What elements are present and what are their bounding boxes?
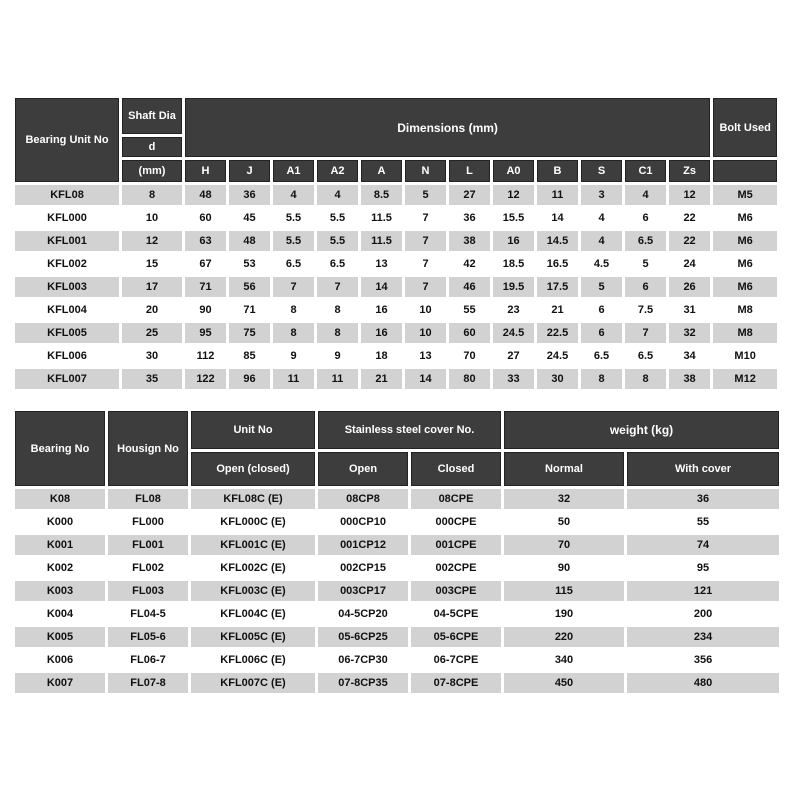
- table-cell: 13: [405, 346, 446, 366]
- table-cell: 17.5: [537, 277, 578, 297]
- table-cell: 75: [229, 323, 270, 343]
- header-d: d: [122, 137, 182, 157]
- table-cell: 11: [273, 369, 314, 389]
- table-cell: FL04-5: [108, 604, 188, 624]
- table-cell: 10: [405, 300, 446, 320]
- table-cell: 8: [625, 369, 666, 389]
- table-cell: M6: [713, 231, 777, 251]
- bearing-dimensions-rows: [15, 185, 777, 389]
- table-cell: 42: [449, 254, 490, 274]
- table-row: [15, 535, 779, 555]
- header-weight: weight (kg): [504, 411, 779, 449]
- table-cell: M6: [713, 277, 777, 297]
- table-cell: 08CP8: [318, 489, 408, 509]
- table-cell: 10: [122, 208, 182, 228]
- table-row: [15, 208, 777, 228]
- header-normal: Normal: [504, 452, 624, 486]
- table-cell: 96: [229, 369, 270, 389]
- table-cell: 95: [627, 558, 779, 578]
- table-cell: 22.5: [537, 323, 578, 343]
- table-cell: 70: [504, 535, 624, 555]
- table-cell: KFL006C (E): [191, 650, 315, 670]
- table-cell: 480: [627, 673, 779, 693]
- table-cell: 33: [493, 369, 534, 389]
- table-cell: KFL08: [15, 185, 119, 205]
- header-stainless-cover-no: Stainless steel cover No.: [318, 411, 501, 449]
- table-row: [15, 604, 779, 624]
- table-cell: 5.5: [273, 208, 314, 228]
- table-cell: 04-5CPE: [411, 604, 501, 624]
- table-cell: 25: [122, 323, 182, 343]
- table-cell: 7: [317, 277, 358, 297]
- table-cell: KFL003: [15, 277, 119, 297]
- table-cell: KFL007C (E): [191, 673, 315, 693]
- table-cell: K001: [15, 535, 105, 555]
- table-cell: 70: [449, 346, 490, 366]
- header-dim-a0: A0: [493, 160, 534, 182]
- table-row: [15, 512, 779, 532]
- table-cell: 7: [273, 277, 314, 297]
- table-cell: KFL001C (E): [191, 535, 315, 555]
- table-cell: KFL006: [15, 346, 119, 366]
- table-cell: K08: [15, 489, 105, 509]
- table-row: [15, 558, 779, 578]
- header-bolt-used: Bolt Used: [713, 98, 777, 157]
- table-cell: FL000: [108, 512, 188, 532]
- table-cell: M10: [713, 346, 777, 366]
- table-cell: 450: [504, 673, 624, 693]
- table-cell: 7.5: [625, 300, 666, 320]
- table-cell: 35: [122, 369, 182, 389]
- table-cell: 6.5: [625, 231, 666, 251]
- table-cell: 5: [625, 254, 666, 274]
- table-cell: M6: [713, 254, 777, 274]
- table-row: [15, 673, 779, 693]
- header-bearing-no: Bearing No: [15, 411, 105, 486]
- header-dim-zs: Zs: [669, 160, 710, 182]
- table-cell: 001CP12: [318, 535, 408, 555]
- header-dim-n: N: [405, 160, 446, 182]
- table-cell: 23: [493, 300, 534, 320]
- table-cell: 20: [122, 300, 182, 320]
- table-cell: 67: [185, 254, 226, 274]
- table-cell: 6: [625, 208, 666, 228]
- header-dim-a1: A1: [273, 160, 314, 182]
- table-cell: 53: [229, 254, 270, 274]
- table-cell: FL06-7: [108, 650, 188, 670]
- table-cell: K007: [15, 673, 105, 693]
- table-row: [15, 627, 779, 647]
- table-cell: 234: [627, 627, 779, 647]
- header-dimensions: Dimensions (mm): [185, 98, 710, 157]
- table-cell: 5.5: [317, 231, 358, 251]
- table-cell: 36: [449, 208, 490, 228]
- bearing-weight-rows: [15, 489, 779, 693]
- table-cell: 190: [504, 604, 624, 624]
- table-row: [15, 346, 777, 366]
- table-cell: 356: [627, 650, 779, 670]
- table-cell: 7: [625, 323, 666, 343]
- header-dim-a: A: [361, 160, 402, 182]
- table-row: [15, 581, 779, 601]
- header-open: Open: [318, 452, 408, 486]
- table-cell: 9: [273, 346, 314, 366]
- table-cell: 55: [627, 512, 779, 532]
- table-cell: 112: [185, 346, 226, 366]
- table-cell: 001CPE: [411, 535, 501, 555]
- table-row: [15, 323, 777, 343]
- table-cell: 15: [122, 254, 182, 274]
- table-cell: 14.5: [537, 231, 578, 251]
- table-cell: 8: [317, 323, 358, 343]
- table-cell: 85: [229, 346, 270, 366]
- table-cell: 8: [122, 185, 182, 205]
- table-cell: 17: [122, 277, 182, 297]
- table-cell: KFL08C (E): [191, 489, 315, 509]
- bearing-weight-table: [12, 408, 782, 696]
- table-cell: 90: [185, 300, 226, 320]
- table-cell: 30: [122, 346, 182, 366]
- table-cell: 4: [317, 185, 358, 205]
- header-bearing-unit-no: Bearing Unit No: [15, 98, 119, 182]
- table-cell: 04-5CP20: [318, 604, 408, 624]
- table-cell: M8: [713, 300, 777, 320]
- table-cell: 8: [317, 300, 358, 320]
- table-cell: FL08: [108, 489, 188, 509]
- table-cell: 16: [361, 323, 402, 343]
- header-dim-b: B: [537, 160, 578, 182]
- table-cell: KFL000: [15, 208, 119, 228]
- table-cell: 71: [185, 277, 226, 297]
- table-cell: 07-8CP35: [318, 673, 408, 693]
- table-cell: 30: [537, 369, 578, 389]
- table-cell: 7: [405, 277, 446, 297]
- table-cell: 7: [405, 254, 446, 274]
- table-cell: 12: [122, 231, 182, 251]
- table-cell: 60: [185, 208, 226, 228]
- table-cell: 18: [361, 346, 402, 366]
- table-cell: 38: [449, 231, 490, 251]
- table-cell: 4.5: [581, 254, 622, 274]
- table-cell: KFL007: [15, 369, 119, 389]
- table-row: [15, 489, 779, 509]
- table-row: [15, 185, 777, 205]
- table-row: [15, 369, 777, 389]
- header-with-cover: With cover: [627, 452, 779, 486]
- table-row: [15, 650, 779, 670]
- table-cell: 000CP10: [318, 512, 408, 532]
- table-cell: 36: [627, 489, 779, 509]
- table-row: [15, 254, 777, 274]
- header-closed: Closed: [411, 452, 501, 486]
- table-row: [15, 231, 777, 251]
- header-housign-no: Housign No: [108, 411, 188, 486]
- table-row: [15, 277, 777, 297]
- table-cell: 48: [229, 231, 270, 251]
- table-cell: 000CPE: [411, 512, 501, 532]
- table-cell: 50: [504, 512, 624, 532]
- table-cell: 90: [504, 558, 624, 578]
- table-cell: 7: [405, 231, 446, 251]
- table-cell: 12: [493, 185, 534, 205]
- table-cell: FL003: [108, 581, 188, 601]
- table-cell: KFL000C (E): [191, 512, 315, 532]
- header-unit-no: Unit No: [191, 411, 315, 449]
- table-cell: M8: [713, 323, 777, 343]
- table-cell: 6.5: [625, 346, 666, 366]
- table-cell: 31: [669, 300, 710, 320]
- table-cell: 46: [449, 277, 490, 297]
- table-cell: 10: [405, 323, 446, 343]
- table-cell: 14: [405, 369, 446, 389]
- table-cell: M5: [713, 185, 777, 205]
- table-cell: 8: [273, 323, 314, 343]
- table-cell: 16: [493, 231, 534, 251]
- table-cell: 7: [405, 208, 446, 228]
- table-cell: 14: [537, 208, 578, 228]
- table-cell: 12: [669, 185, 710, 205]
- table-cell: 32: [504, 489, 624, 509]
- table-cell: 56: [229, 277, 270, 297]
- table-cell: 36: [229, 185, 270, 205]
- header-bolt-empty-cell: [713, 160, 777, 182]
- table-cell: 24: [669, 254, 710, 274]
- table-cell: 27: [449, 185, 490, 205]
- table-cell: 48: [185, 185, 226, 205]
- table-cell: 22: [669, 208, 710, 228]
- table-cell: 05-6CPE: [411, 627, 501, 647]
- table-cell: 6: [581, 300, 622, 320]
- table-cell: FL05-6: [108, 627, 188, 647]
- table-cell: 16.5: [537, 254, 578, 274]
- table-cell: 60: [449, 323, 490, 343]
- table-cell: 27: [493, 346, 534, 366]
- header-dim-s: S: [581, 160, 622, 182]
- table-cell: M12: [713, 369, 777, 389]
- table-cell: 122: [185, 369, 226, 389]
- table-cell: 19.5: [493, 277, 534, 297]
- table-cell: 06-7CPE: [411, 650, 501, 670]
- table-cell: 6.5: [581, 346, 622, 366]
- table-cell: KFL004: [15, 300, 119, 320]
- table-cell: 11.5: [361, 231, 402, 251]
- table-cell: 32: [669, 323, 710, 343]
- table-cell: 6.5: [273, 254, 314, 274]
- table-cell: 003CP17: [318, 581, 408, 601]
- table-cell: 26: [669, 277, 710, 297]
- table-cell: 16: [361, 300, 402, 320]
- table-cell: K002: [15, 558, 105, 578]
- table-cell: 21: [361, 369, 402, 389]
- table-cell: K003: [15, 581, 105, 601]
- header-dim-l: L: [449, 160, 490, 182]
- header-open-closed: Open (closed): [191, 452, 315, 486]
- table-cell: 5.5: [273, 231, 314, 251]
- table-cell: 24.5: [537, 346, 578, 366]
- table-cell: 34: [669, 346, 710, 366]
- table-cell: K004: [15, 604, 105, 624]
- table-cell: K000: [15, 512, 105, 532]
- table-cell: 06-7CP30: [318, 650, 408, 670]
- table-cell: 4: [581, 231, 622, 251]
- table-cell: 220: [504, 627, 624, 647]
- table-cell: 24.5: [493, 323, 534, 343]
- table-cell: 6: [625, 277, 666, 297]
- table-cell: 05-6CP25: [318, 627, 408, 647]
- table-cell: KFL005: [15, 323, 119, 343]
- table-cell: 4: [581, 208, 622, 228]
- table-cell: 11: [537, 185, 578, 205]
- table-cell: KFL001: [15, 231, 119, 251]
- table-cell: 15.5: [493, 208, 534, 228]
- table-cell: FL002: [108, 558, 188, 578]
- bearing-dimensions-table: [12, 95, 780, 392]
- table-cell: 6.5: [317, 254, 358, 274]
- table-cell: 003CPE: [411, 581, 501, 601]
- header-dim-j: J: [229, 160, 270, 182]
- header-dim-h: H: [185, 160, 226, 182]
- table-cell: 63: [185, 231, 226, 251]
- table-cell: 11: [317, 369, 358, 389]
- table-cell: 13: [361, 254, 402, 274]
- table-cell: 340: [504, 650, 624, 670]
- table-cell: 115: [504, 581, 624, 601]
- table-cell: 3: [581, 185, 622, 205]
- table-cell: 200: [627, 604, 779, 624]
- table-cell: FL07-8: [108, 673, 188, 693]
- table-cell: 74: [627, 535, 779, 555]
- table-cell: 8.5: [361, 185, 402, 205]
- table-cell: 4: [273, 185, 314, 205]
- table-cell: 5: [405, 185, 446, 205]
- table-cell: KFL004C (E): [191, 604, 315, 624]
- table-cell: 002CPE: [411, 558, 501, 578]
- table-cell: KFL002C (E): [191, 558, 315, 578]
- table-cell: 11.5: [361, 208, 402, 228]
- table-cell: 5: [581, 277, 622, 297]
- table-cell: 8: [273, 300, 314, 320]
- table-cell: KFL002: [15, 254, 119, 274]
- header-mm: (mm): [122, 160, 182, 182]
- table-cell: 71: [229, 300, 270, 320]
- table-cell: 21: [537, 300, 578, 320]
- table-cell: 95: [185, 323, 226, 343]
- table-cell: 121: [627, 581, 779, 601]
- header-shaft-dia: Shaft Dia: [122, 98, 182, 134]
- table-cell: 9: [317, 346, 358, 366]
- table-cell: 6: [581, 323, 622, 343]
- table-cell: 002CP15: [318, 558, 408, 578]
- table-cell: 80: [449, 369, 490, 389]
- table-cell: 4: [625, 185, 666, 205]
- table-cell: KFL003C (E): [191, 581, 315, 601]
- table-cell: 5.5: [317, 208, 358, 228]
- table-cell: 45: [229, 208, 270, 228]
- table-cell: K006: [15, 650, 105, 670]
- table-cell: KFL005C (E): [191, 627, 315, 647]
- table-cell: 8: [581, 369, 622, 389]
- table-cell: 14: [361, 277, 402, 297]
- table-cell: 55: [449, 300, 490, 320]
- table-row: [15, 300, 777, 320]
- header-dim-a2: A2: [317, 160, 358, 182]
- table-cell: FL001: [108, 535, 188, 555]
- header-dim-c1: C1: [625, 160, 666, 182]
- table-cell: 18.5: [493, 254, 534, 274]
- table-cell: 38: [669, 369, 710, 389]
- table-cell: 07-8CPE: [411, 673, 501, 693]
- table-cell: K005: [15, 627, 105, 647]
- table-cell: 22: [669, 231, 710, 251]
- table-cell: 08CPE: [411, 489, 501, 509]
- table-cell: M6: [713, 208, 777, 228]
